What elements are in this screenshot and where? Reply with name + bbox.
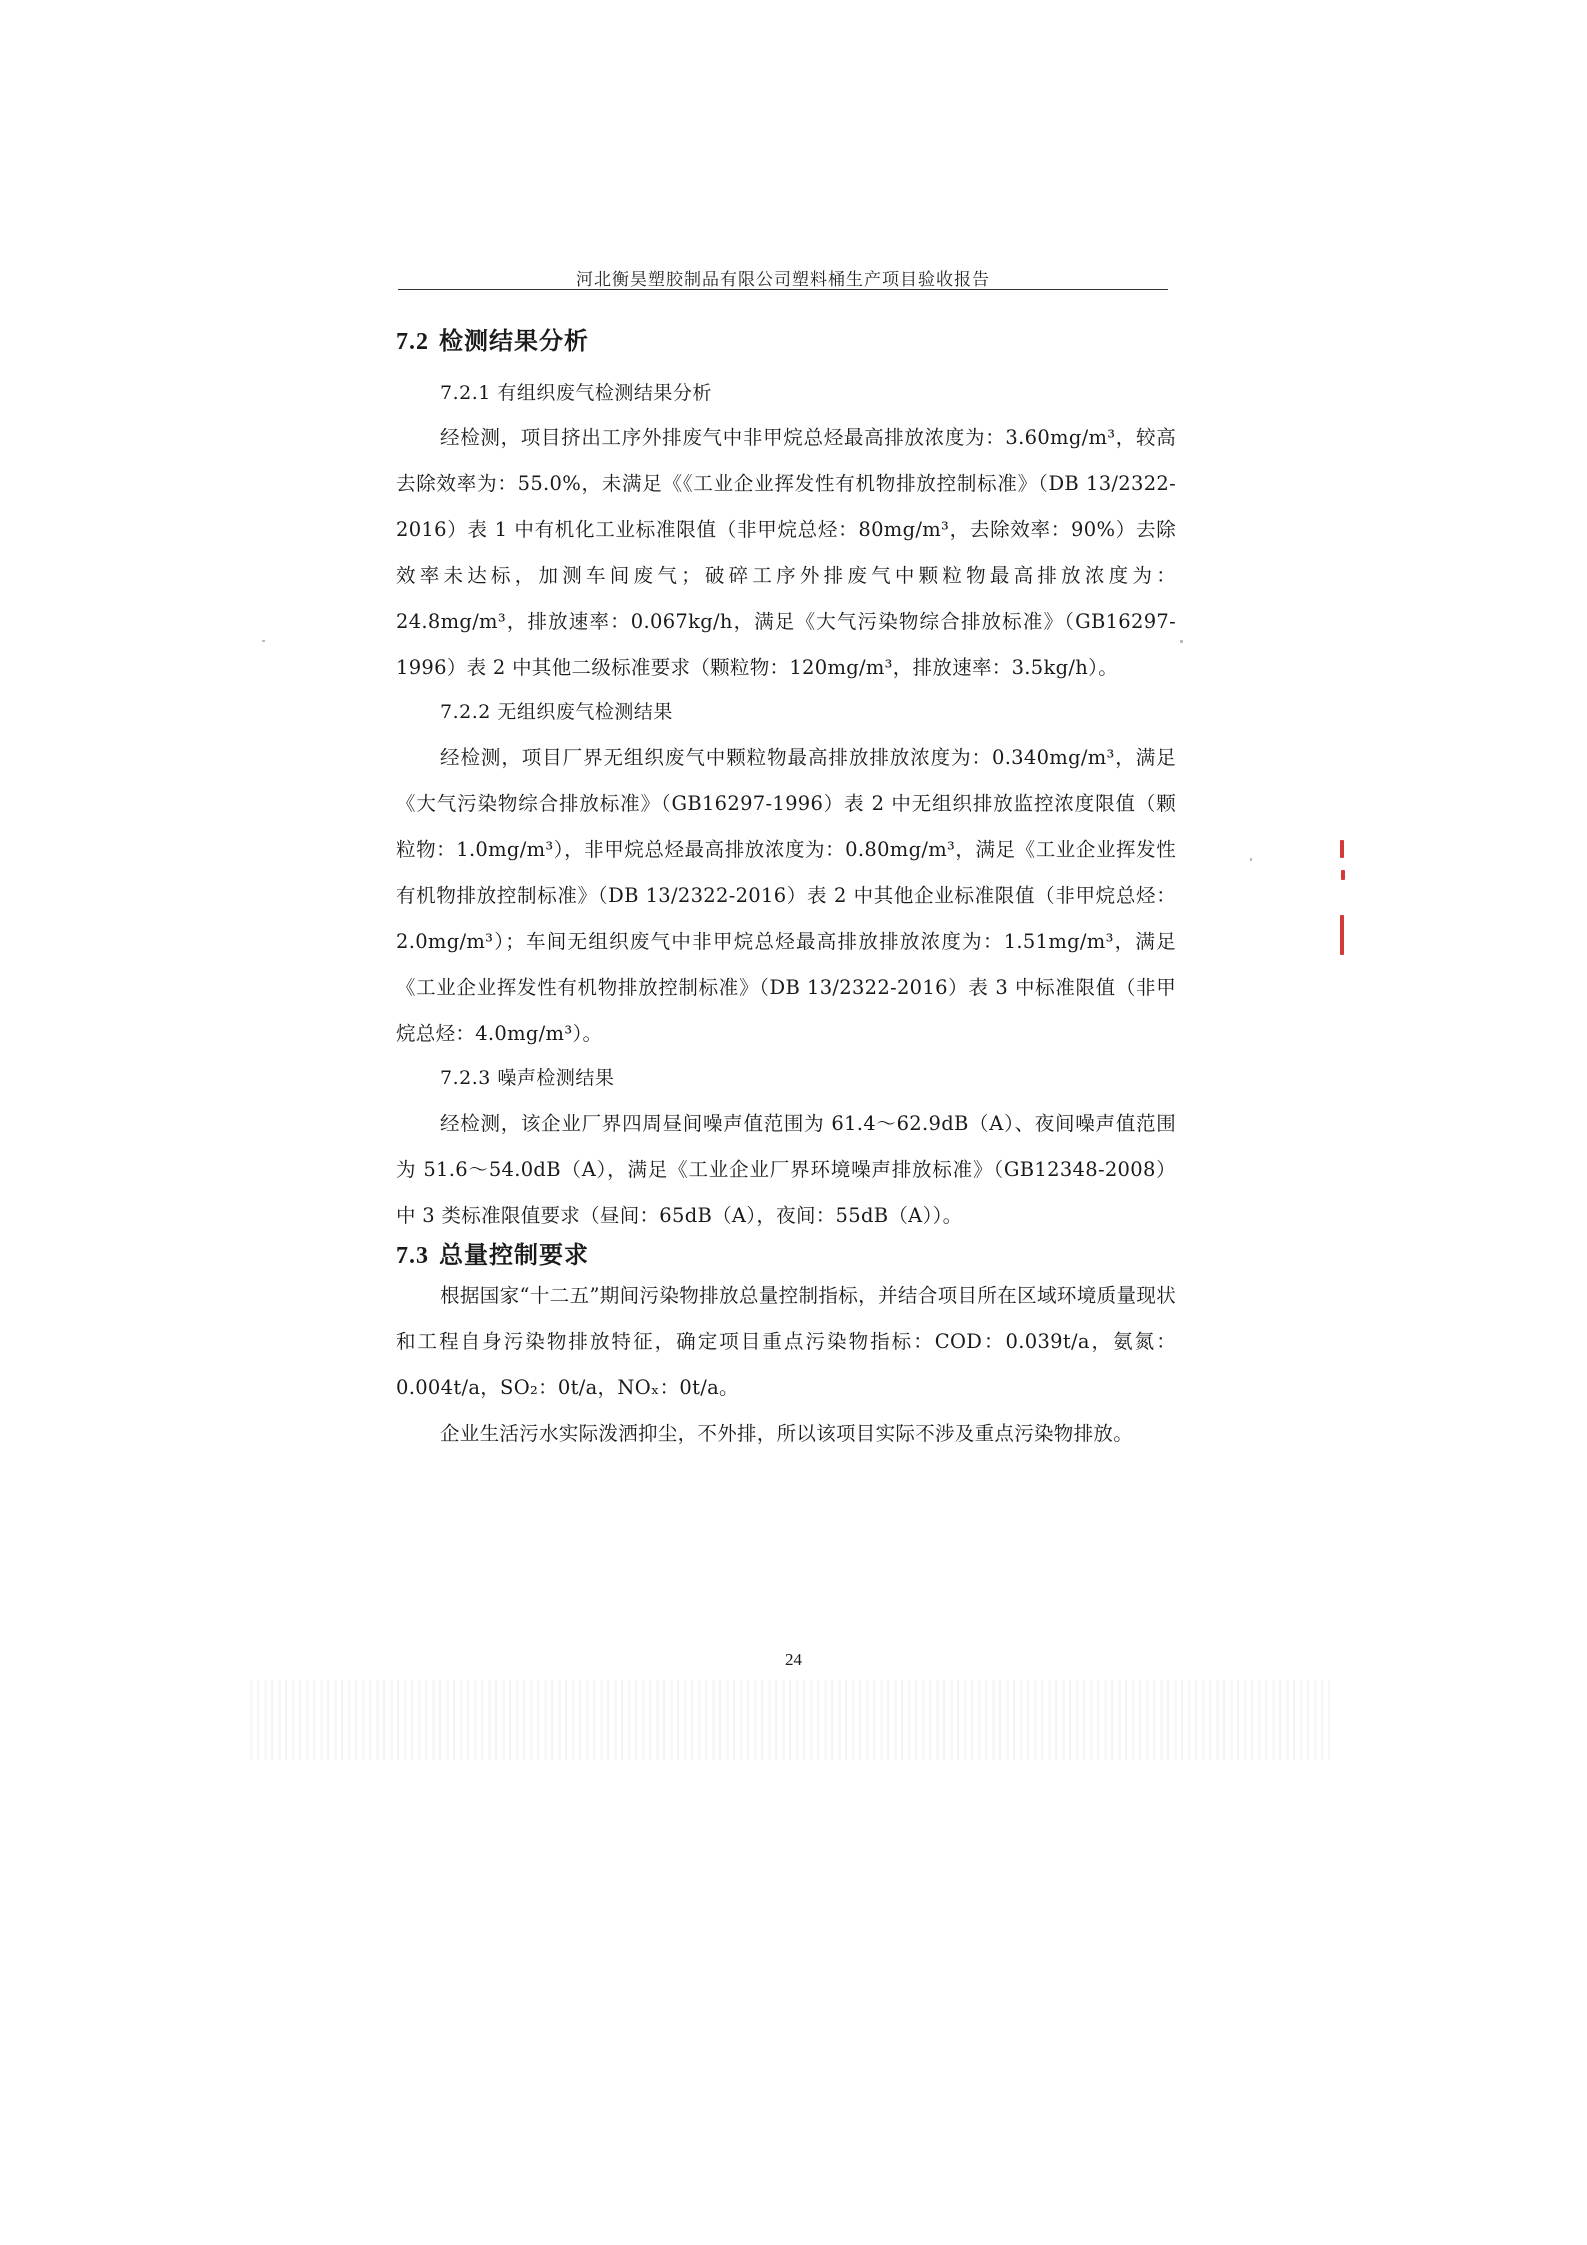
section-number: 7.3	[396, 1242, 429, 1269]
section-number: 7.2	[396, 329, 429, 355]
page-number: 24	[785, 1650, 802, 1669]
paragraph-wastewater: 企业生活污水实际泼洒抑尘，不外排，所以该项目实际不涉及重点污染物排放。	[440, 1422, 1134, 1446]
binding-mark-red	[1341, 870, 1345, 880]
paragraph-fugitive-emissions: 经检测，项目厂界无组织废气中颗粒物最高排放排放浓度为：0.340mg/m³，满足《大气污染物综合排放标准》（GB16297-1996）表 2 中无组织排放监控浓度限值（颗粒物：1.0mg/m³），非甲烷总烃最高排放浓度为：0.80mg/m³，满足《工业企业挥发性有机物排放控制标准》（DB 13/2322-2016）表 2 中其他企业标准限值（非甲烷总烃：2.0mg/m³）；车间无组织废气中非甲烷总烃最高排放排放浓度为：1.51mg/m³，满足《工业企业挥发性有机物排放控制标准》（DB 13/2322-2016）表 3 中标准限值（非甲烷总烃：4.0mg/m³）。	[396, 745, 1176, 1045]
paragraph-noise-results: 经检测，该企业厂界四周昼间噪声值范围为 61.4～62.9dB（A）、夜间噪声值范围为 51.6～54.0dB（A），满足《工业企业厂界环境噪声排放标准》（GB12348-2008）中 3 类标准限值要求（昼间：65dB（A），夜间：55dB（A））。	[396, 1111, 1176, 1227]
paragraph-total-control: 根据国家“十二五”期间污染物排放总量控制指标，并结合项目所在区域环境质量现状和工程自身污染物排放特征，确定项目重点污染物指标：COD：0.039t/a，氨氮：0.004t/a，SO₂：0t/a，NOₓ：0t/a。	[396, 1284, 1176, 1400]
section-heading-7-2	[396, 325, 1176, 360]
scan-dust-mark	[1250, 858, 1252, 861]
section-heading-7-3	[396, 1239, 1176, 1274]
page-header-title: 河北衡昊塑胶制品有限公司塑料桶生产项目验收报告	[576, 270, 990, 290]
scan-artifact-band	[250, 1680, 1330, 1760]
header-rule	[398, 289, 1168, 290]
subsection-heading-7-2-3: 7.2.3 噪声检测结果	[440, 1066, 615, 1089]
binding-mark-red	[1340, 915, 1344, 955]
subsection-heading-7-2-2: 7.2.2 无组织废气检测结果	[440, 701, 673, 724]
section-title: 总量控制要求	[439, 1240, 589, 1269]
scan-dust-mark	[1180, 640, 1183, 643]
paragraph-organized-emissions: 经检测，项目挤出工序外排废气中非甲烷总烃最高排放浓度为：3.60mg/m³，较高去除效率为：55.0%，未满足《《工业企业挥发性有机物排放控制标准》（DB 13/2322-2016）表 1 中有机化工业标准限值（非甲烷总烃：80mg/m³，去除效率：90%）去除效率未达标，加测车间废气；破碎工序外排废气中颗粒物最高排放浓度为：24.8mg/m³，排放速率：0.067kg/h，满足《大气污染物综合排放标准》（GB16297-1996）表 2 中其他二级标准要求（颗粒物：120mg/m³，排放速率：3.5kg/h）。	[396, 426, 1176, 680]
binding-mark-red	[1340, 840, 1344, 858]
scan-dust-mark	[262, 640, 265, 642]
subsection-heading-7-2-1: 7.2.1 有组织废气检测结果分析	[440, 381, 712, 404]
section-title: 检测结果分析	[439, 327, 589, 355]
document-body	[396, 325, 1176, 1457]
